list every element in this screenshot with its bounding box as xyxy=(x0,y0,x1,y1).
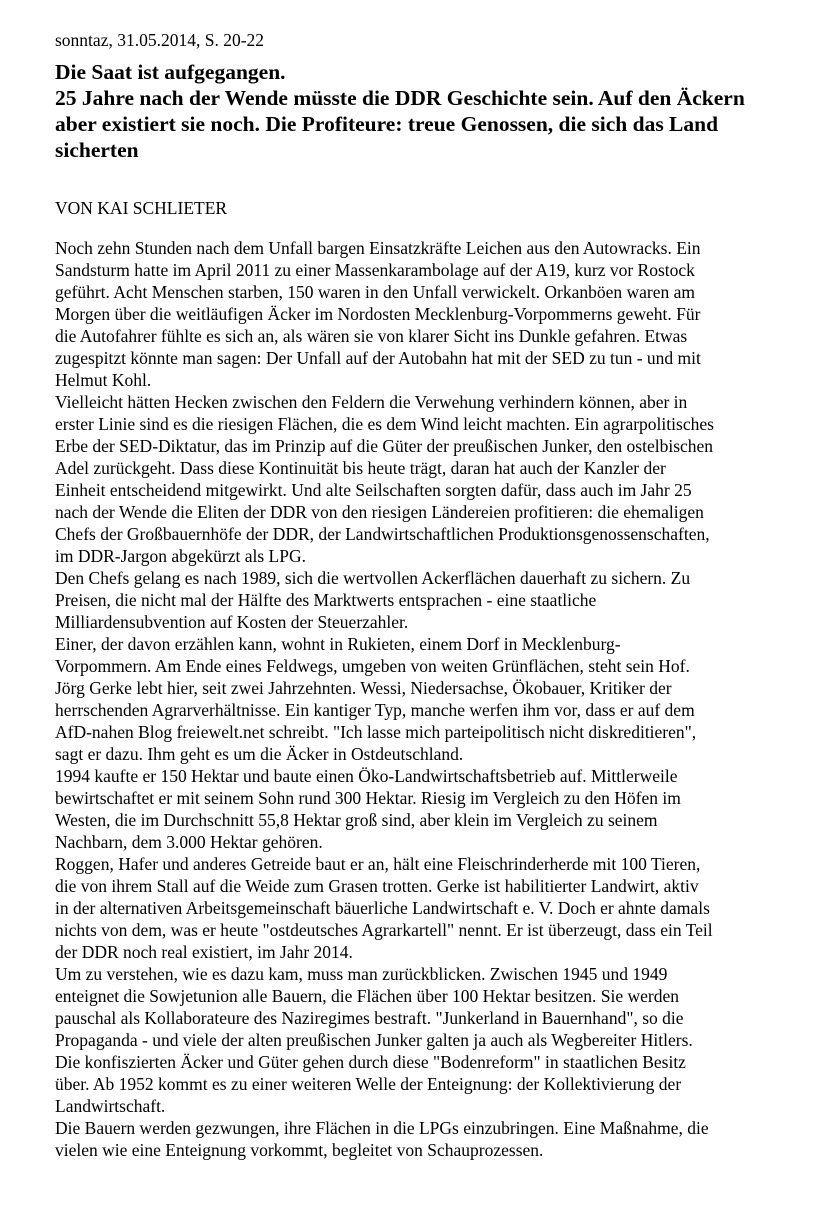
body-text-line: Nachbarn, dem 3.000 Hektar gehören. xyxy=(55,832,323,852)
headline-subtitle-line: 25 Jahre nach der Wende müsste die DDR Geschichte sein. Auf den Äckern xyxy=(55,86,745,110)
headline-subtitle-line: aber existiert sie noch. Die Profiteure: treue Genossen, die sich das Land xyxy=(55,112,719,136)
body-text-line: Adel zurückgeht. Dass diese Kontinuität bis heute trägt, daran hat auch der Kanzler der xyxy=(55,458,666,478)
body-text-line: Sandsturm hatte im April 2011 zu einer Massenkarambolage auf der A19, kurz vor Rostock xyxy=(55,260,695,280)
body-text-line: der DDR noch real existiert, im Jahr 2014. xyxy=(55,942,353,962)
body-text-line: Erbe der SED-Diktatur, das im Prinzip auf die Güter der preußischen Junker, den ostelbischen xyxy=(55,436,714,456)
body-text-line: nach der Wende die Eliten der DDR von den riesigen Ländereien profitieren: die ehemaligen xyxy=(55,502,704,522)
body-text-line: Den Chefs gelang es nach 1989, sich die wertvollen Ackerflächen dauerhaft zu sichern. Zu xyxy=(55,568,691,588)
source-citation: sonntaz, 31.05.2014, S. 20-22 xyxy=(55,30,265,50)
body-text-line: zugespitzt könnte man sagen: Der Unfall auf der Autobahn hat mit der SED zu tun - und mit xyxy=(55,348,701,368)
body-text-line: Vorpommern. Am Ende eines Feldwegs, umgeben von weiten Grünflächen, steht sein Hof. xyxy=(55,656,690,676)
body-text-line: Westen, die im Durchschnitt 55,8 Hektar groß sind, aber klein im Vergleich zu seinem xyxy=(55,810,658,830)
body-text-line: in der alternativen Arbeitsgemeinschaft bäuerliche Landwirtschaft e. V. Doch er ahnte damals xyxy=(55,898,710,918)
body-text-line: Roggen, Hafer und anderes Getreide baut er an, hält eine Fleischrinderherde mit 100 Tieren, xyxy=(55,854,701,874)
body-text-line: Die Bauern werden gezwungen, ihre Flächen in die LPGs einzubringen. Eine Maßnahme, die xyxy=(55,1118,709,1138)
article-headline xyxy=(55,59,745,163)
body-text-line: Propaganda - und viele der alten preußischen Junker galten ja auch als Wegbereiter Hitlers. xyxy=(55,1030,693,1050)
body-text-line: über. Ab 1952 kommt es zu einer weiteren Welle der Enteignung: der Kollektivierung der xyxy=(55,1074,682,1094)
body-text-line: nichts von dem, was er heute "ostdeutsches Agrarkartell" nennt. Er ist überzeugt, dass ein Teil xyxy=(55,920,713,940)
body-text-line: Milliardensubvention auf Kosten der Steuerzahler. xyxy=(55,612,409,632)
body-text-line: 1994 kaufte er 150 Hektar und baute einen Öko-Landwirtschaftsbetrieb auf. Mittlerweile xyxy=(55,766,678,786)
body-text-line: geführt. Acht Menschen starben, 150 waren in den Unfall verwickelt. Orkanböen waren am xyxy=(55,282,695,302)
author-byline: VON KAI SCHLIETER xyxy=(55,198,228,218)
body-text-line: Morgen über die weitläufigen Äcker im Nordosten Mecklenburg-Vorpommerns geweht. Für xyxy=(55,304,701,324)
body-text-line: bewirtschaftet er mit seinem Sohn rund 300 Hektar. Riesig im Vergleich zu den Höfen im xyxy=(55,788,681,808)
body-text-line: Einer, der davon erzählen kann, wohnt in Rukieten, einem Dorf in Mecklenburg- xyxy=(55,634,621,654)
body-text-line: Noch zehn Stunden nach dem Unfall bargen Einsatzkräfte Leichen aus den Autowracks. Ein xyxy=(55,238,701,258)
body-text-line: Landwirtschaft. xyxy=(55,1096,166,1116)
body-text-line: Vielleicht hätten Hecken zwischen den Feldern die Verwehung verhindern können, aber in xyxy=(55,392,688,412)
body-text-line: Helmut Kohl. xyxy=(55,370,152,390)
body-text-line: erster Linie sind es die riesigen Flächen, die es dem Wind leicht machten. Ein agrarpolitisches xyxy=(55,414,714,434)
body-text-line: AfD-nahen Blog freiewelt.net schreibt. "Ich lasse mich parteipolitisch nicht diskreditieren", xyxy=(55,722,697,742)
body-text-line: Die konfiszierten Äcker und Güter gehen durch diese "Bodenreform" in staatlichen Besitz xyxy=(55,1052,686,1072)
body-text-line: die Autofahrer fühlte es sich an, als wären sie von klarer Sicht ins Dunkle gefahren. Etwas xyxy=(55,326,688,346)
body-text-line: die von ihrem Stall auf die Weide zum Grasen trotten. Gerke ist habilitierter Landwirt, aktiv xyxy=(55,876,699,896)
body-text-line: sagt er dazu. Ihm geht es um die Äcker in Ostdeutschland. xyxy=(55,744,464,764)
body-text-line: Einheit entscheidend mitgewirkt. Und alte Seilschaften sorgten dafür, dass auch im Jahr 25 xyxy=(55,480,692,500)
body-text-line: pauschal als Kollaborateure des Naziregimes bestraft. "Junkerland in Bauernhand", so die xyxy=(55,1008,684,1028)
body-text-line: Jörg Gerke lebt hier, seit zwei Jahrzehnten. Wessi, Niedersachse, Ökobauer, Kritiker der xyxy=(55,678,672,698)
body-text-line: Um zu verstehen, wie es dazu kam, muss man zurückblicken. Zwischen 1945 und 1949 xyxy=(55,964,668,984)
article-body xyxy=(55,237,714,1161)
body-text-line: Preisen, die nicht mal der Hälfte des Marktwerts entsprachen - eine staatliche xyxy=(55,590,597,610)
body-text-line: enteignet die Sowjetunion alle Bauern, die Flächen über 100 Hektar besitzen. Sie werden xyxy=(55,986,679,1006)
body-text-line: im DDR-Jargon abgekürzt als LPG. xyxy=(55,546,306,566)
headline-subtitle-line: sicherten xyxy=(55,138,139,162)
body-text-line: Chefs der Großbauernhöfe der DDR, der Landwirtschaftlichen Produktionsgenossenschaften, xyxy=(55,524,710,544)
body-text-line: herrschenden Agrarverhältnisse. Ein kantiger Typ, manche werfen ihm vor, dass er auf dem xyxy=(55,700,695,720)
body-text-line: vielen wie eine Enteignung vorkommt, begleitet von Schauprozessen. xyxy=(55,1140,544,1160)
headline-title: Die Saat ist aufgegangen. xyxy=(55,60,286,84)
